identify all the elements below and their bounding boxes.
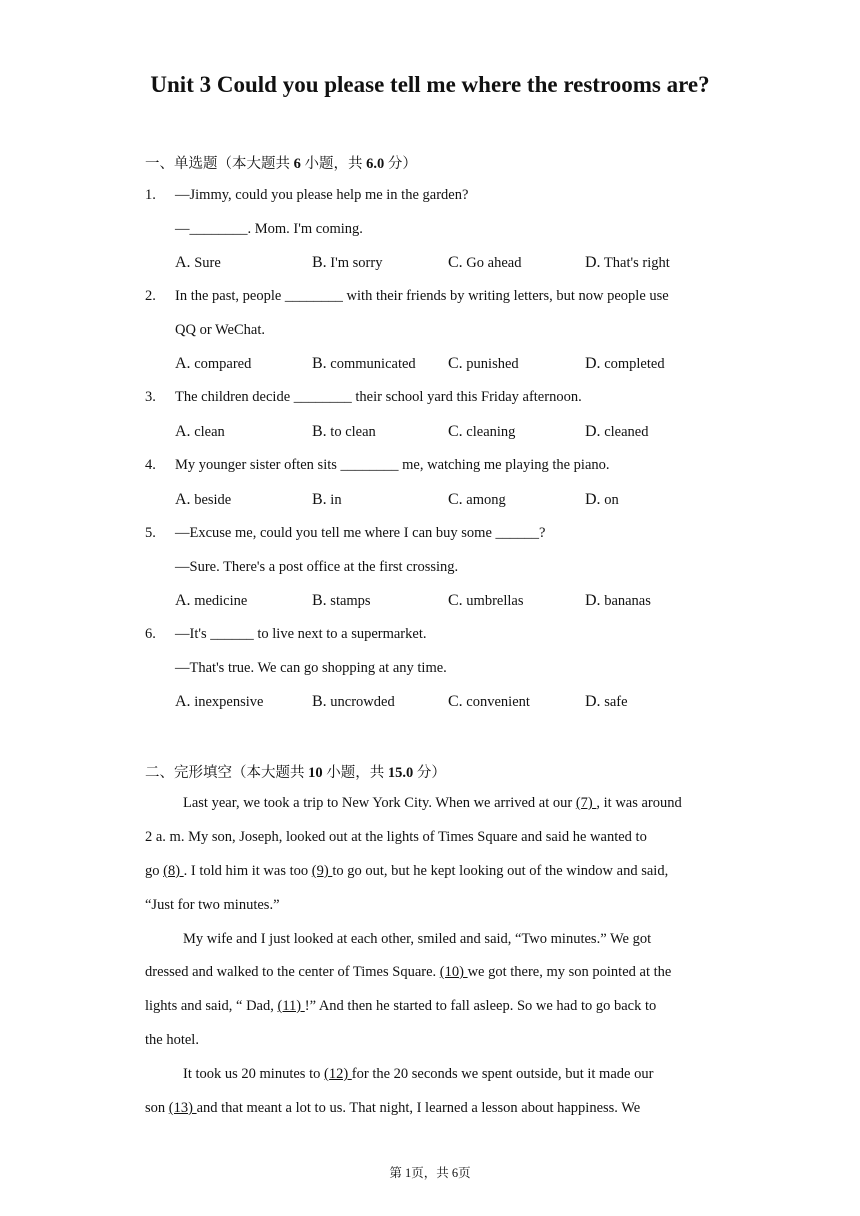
passage-line: go (8) . I told him it was too (9) to go out, but he kept looking out of the window and said,	[145, 863, 669, 879]
page-footer: 第 1页，共 6页	[389, 1166, 471, 1180]
blank-10: (10)	[439, 964, 468, 980]
option-1-b: B. I'm sorry	[312, 254, 383, 271]
option-4-a: A. beside	[175, 491, 232, 508]
section-heading-cloze: 二、完形填空（本大题共 10 小题，共 15.0 分）	[145, 765, 446, 781]
passage-line: son (13) and that meant a lot to us. That night, I learned a lesson about happiness. We	[145, 1100, 641, 1116]
passage-line: lights and said, “ Dad, (11) !” And then he started to fall asleep. So we had to go back to	[145, 998, 657, 1014]
passage-line: “Just for two minutes.”	[145, 897, 280, 913]
question-1-line-2: —________. Mom. I'm coming.	[175, 221, 363, 237]
passage-line: It took us 20 minutes to (12) for the 20 seconds we spent outside, but it made our	[183, 1066, 654, 1082]
blank-9: (9)	[311, 863, 333, 879]
option-5-c: C. umbrellas	[448, 592, 524, 609]
page-title: Unit 3 Could you please tell me where the restrooms are?	[150, 72, 710, 97]
question-2-line-2: QQ or WeChat.	[175, 322, 265, 338]
option-1-d: D. That's right	[585, 254, 670, 271]
option-5-b: B. stamps	[312, 592, 371, 609]
option-2-a: A. compared	[175, 355, 252, 372]
question-4: 4. My younger sister often sits ________ me, watching me playing the piano.	[145, 457, 610, 473]
option-2-c: C. punished	[448, 355, 519, 372]
section-heading-single-choice: 一、单选题（本大题共 6 小题，共 6.0 分）	[145, 156, 417, 172]
blank-11: (11)	[277, 998, 305, 1014]
option-3-b: B. to clean	[312, 423, 376, 440]
option-1-c: C. Go ahead	[448, 254, 522, 271]
question-1: 1. —Jimmy, could you please help me in the garden?	[145, 187, 469, 203]
option-1-a: A. Sure	[175, 254, 221, 271]
question-6: 6. —It's ______ to live next to a supermarket.	[145, 626, 427, 642]
option-6-b: B. uncrowded	[312, 693, 395, 710]
option-5-a: A. medicine	[175, 592, 248, 609]
option-5-d: D. bananas	[585, 592, 651, 609]
option-3-c: C. cleaning	[448, 423, 516, 440]
option-4-d: D. on	[585, 491, 619, 508]
option-4-c: C. among	[448, 491, 506, 508]
passage-line: dressed and walked to the center of Times Square. (10) we got there, my son pointed at the	[145, 964, 672, 980]
blank-13: (13)	[168, 1100, 197, 1116]
option-6-c: C. convenient	[448, 693, 530, 710]
question-5-line-2: —Sure. There's a post office at the first crossing.	[175, 559, 459, 575]
passage-line: Last year, we took a trip to New York City. When we arrived at our (7) , it was around	[183, 795, 682, 811]
option-3-d: D. cleaned	[585, 423, 649, 440]
option-6-a: A. inexpensive	[175, 693, 264, 710]
passage-line: My wife and I just looked at each other, smiled and said, “Two minutes.” We got	[183, 931, 652, 947]
question-6-line-2: —That's true. We can go shopping at any time.	[175, 660, 447, 676]
blank-12: (12)	[323, 1066, 352, 1082]
option-3-a: A. clean	[175, 423, 225, 440]
option-4-b: B. in	[312, 491, 342, 508]
option-6-d: D. safe	[585, 693, 628, 710]
blank-7: (7)	[575, 795, 597, 811]
question-2: 2. In the past, people ________ with their friends by writing letters, but now people use	[145, 288, 669, 304]
option-2-b: B. communicated	[312, 355, 416, 372]
question-5: 5. —Excuse me, could you tell me where I can buy some ______?	[145, 525, 546, 541]
option-2-d: D. completed	[585, 355, 665, 372]
question-3: 3. The children decide ________ their school yard this Friday afternoon.	[145, 389, 582, 405]
passage-line: 2 a. m. My son, Joseph, looked out at the lights of Times Square and said he wanted to	[145, 829, 647, 845]
blank-8: (8)	[163, 863, 184, 879]
passage-line: the hotel.	[145, 1032, 199, 1048]
